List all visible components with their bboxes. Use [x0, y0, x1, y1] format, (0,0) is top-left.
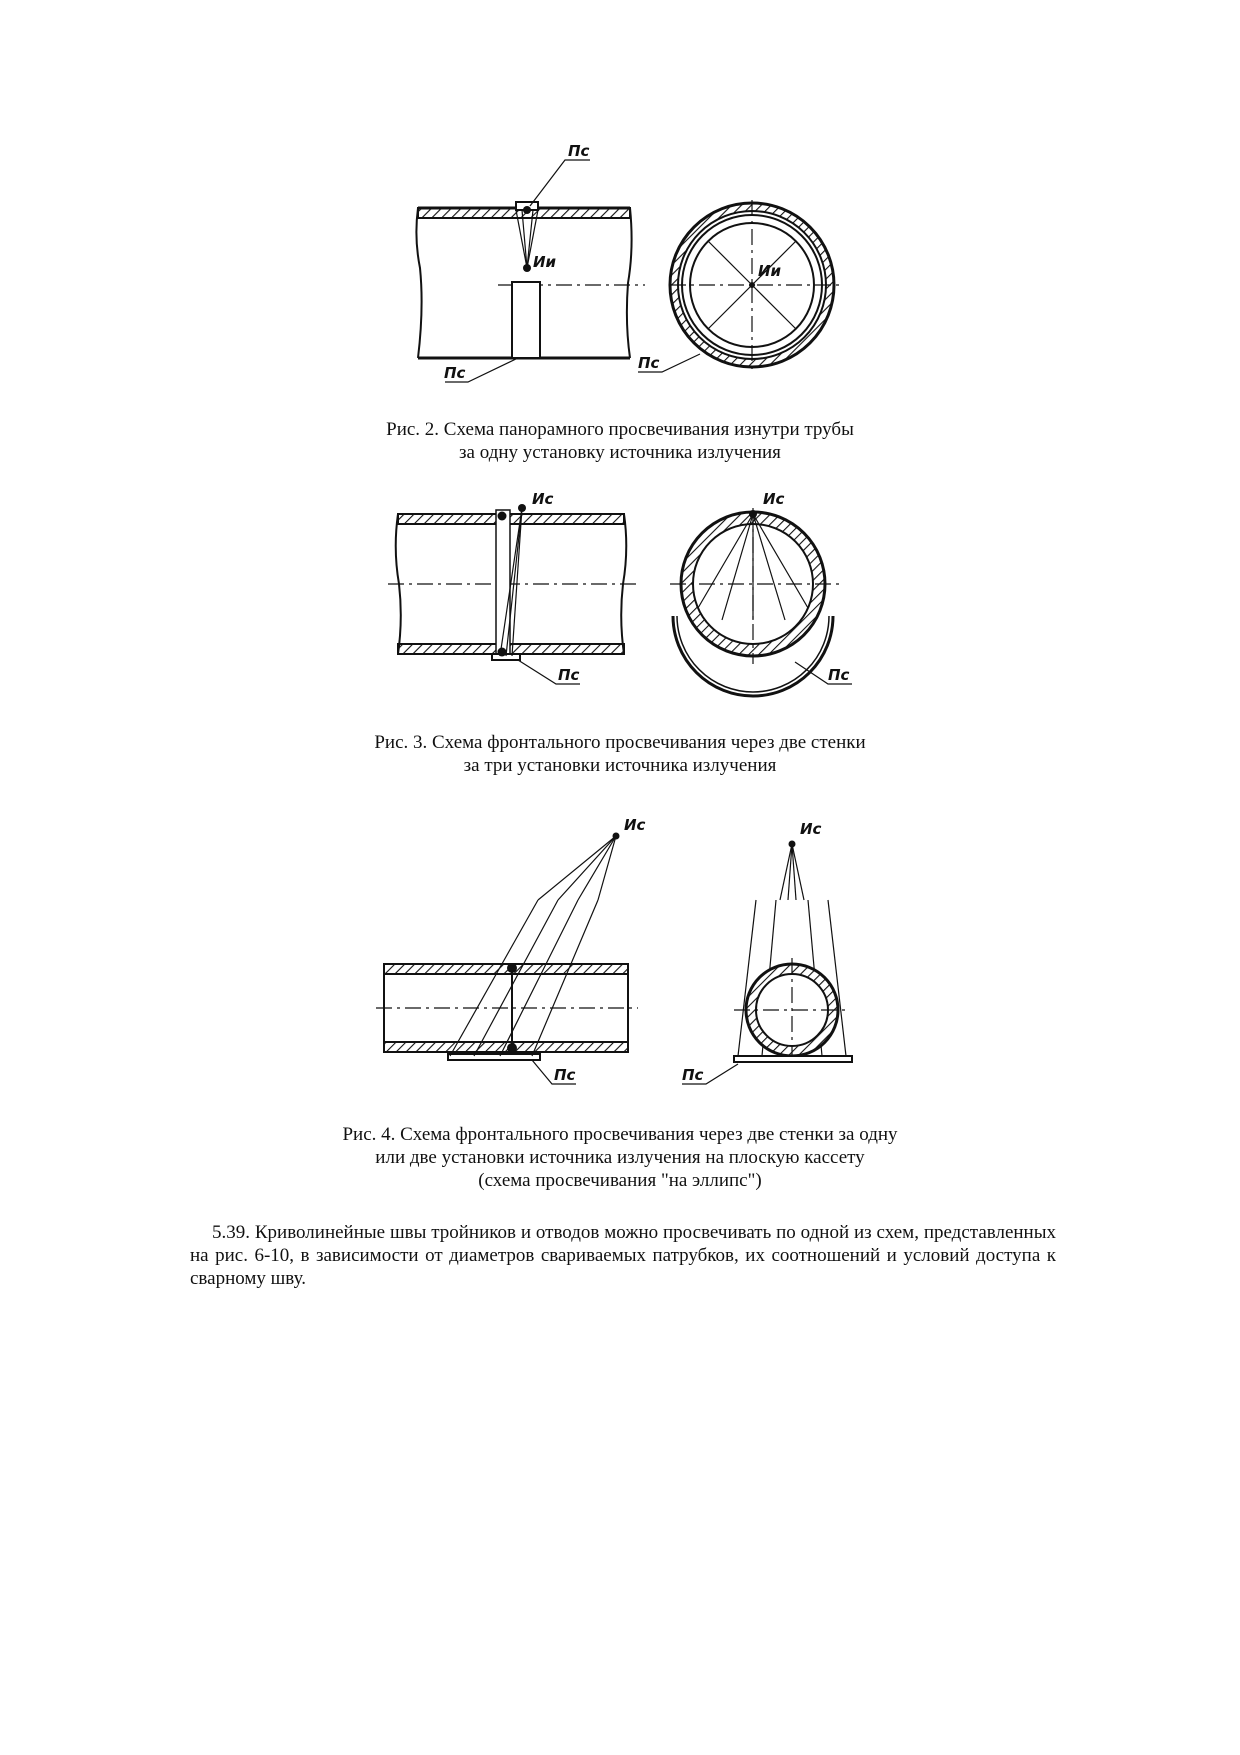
film-label: Пс	[558, 666, 580, 684]
film-label: Пс	[638, 354, 660, 372]
caption-line: за одну установку источника излучения	[459, 442, 781, 463]
figure-4-caption	[0, 1123, 1240, 1192]
source-label: Ии	[533, 253, 557, 271]
film-label: Пс	[828, 666, 850, 684]
source-label: Ии	[758, 262, 782, 280]
body-paragraph-5-39: 5.39. Криволинейные швы тройников и отводов можно просвечивать по одной из схем, представленных на рис. 6-10, в зависимости от диаметров свариваемых патрубков, их соотношений и условий доступа к сварному шву.	[190, 1222, 1056, 1289]
fig4-pipe-cross-section	[734, 841, 852, 1063]
film-label: Пс	[554, 1066, 576, 1084]
caption-line: (схема просвечивания "на эллипс")	[478, 1170, 762, 1191]
caption-line: Рис. 2. Схема панорамного просвечивания изнутри трубы	[386, 419, 854, 440]
figure-3-diagram	[380, 488, 880, 708]
source-label: Ис	[532, 490, 554, 508]
source-label: Ис	[763, 490, 785, 508]
caption-line: Рис. 4. Схема фронтального просвечивания через две стенки за одну	[342, 1124, 898, 1145]
film-label: Пс	[682, 1066, 704, 1084]
fig4-pipe-side-view	[376, 833, 638, 1061]
source-label: Ис	[800, 820, 822, 838]
figure-2-diagram	[400, 140, 900, 400]
caption-line: за три установки источника излучения	[463, 755, 777, 776]
figure-3-caption	[0, 731, 1240, 777]
fig2-pipe-side-view	[416, 202, 645, 358]
fig3-pipe-cross-section	[670, 508, 842, 696]
figure-2-caption	[0, 418, 1240, 464]
fig3-pipe-side-view	[388, 504, 636, 660]
caption-line: или две установки источника излучения на плоскую кассету	[375, 1147, 865, 1168]
film-label: Пс	[444, 364, 466, 382]
figure-4-diagram	[370, 810, 890, 1100]
source-label: Ис	[624, 816, 646, 834]
fig2-pipe-cross-section	[670, 200, 840, 372]
film-label: Пс	[568, 142, 590, 160]
caption-line: Рис. 3. Схема фронтального просвечивания через две стенки	[374, 732, 866, 753]
